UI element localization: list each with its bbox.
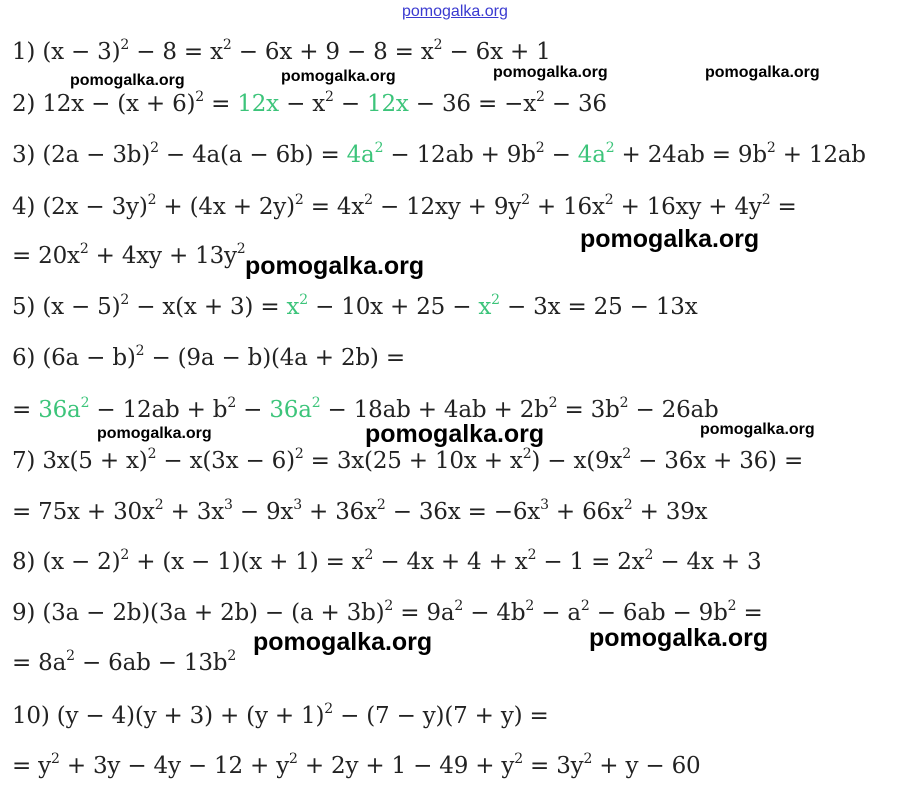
exponent: 2 <box>120 547 130 563</box>
watermark: pomogalka.org <box>97 425 212 442</box>
exponent: 2 <box>79 241 89 257</box>
equation-text: − x <box>278 91 326 117</box>
equation-text: − 36 = −x <box>408 91 536 117</box>
equation-text: + 2y + 1 − 49 + y <box>297 753 515 779</box>
exponent: 2 <box>50 751 60 767</box>
exponent: 2 <box>535 140 545 156</box>
equation-text: − 4a(a − 6b) = <box>158 142 347 168</box>
equation-text: − x(3x − 6) <box>156 448 295 474</box>
equation-text: − 3x = 25 − 13x <box>499 294 698 320</box>
watermark: pomogalka.org <box>245 252 425 280</box>
equation-line-7 <box>12 446 804 474</box>
exponent: 2 <box>222 37 232 53</box>
exponent: 2 <box>147 446 157 462</box>
exponent: 2 <box>236 241 246 257</box>
header-watermark-link[interactable]: pomogalka.org <box>402 3 508 20</box>
equation-text: = <box>204 91 238 117</box>
exponent: 2 <box>514 751 523 767</box>
equation-text: − 36x = −6x <box>385 499 541 525</box>
watermark: pomogalka.org <box>253 628 433 656</box>
equation-text: − 26ab <box>628 397 719 423</box>
equation-text: − 12xy + 9y <box>372 194 522 220</box>
highlighted-term: 36a <box>38 397 81 423</box>
equation-text: − 1 = 2x <box>536 549 645 575</box>
equation-text: − 6x + 1 <box>442 39 551 65</box>
equation-text: − 6x + 9 − 8 = x <box>231 39 434 65</box>
exponent: 2 <box>522 446 532 462</box>
equation-text: − 6ab − 13b <box>74 650 228 676</box>
watermark: pomogalka.org <box>493 64 608 81</box>
equation-text: + 24ab = 9b <box>614 142 767 168</box>
equation-line-4-continued <box>12 241 246 269</box>
equation-text: = <box>736 600 763 626</box>
equation-text: 4) (2x − 3y) <box>12 194 148 220</box>
equation-text: + 3y − 4y − 12 + y <box>59 753 289 779</box>
equation-text: = 3x(25 + 10x + x <box>303 448 523 474</box>
equation-text: − (7 − y)(7 + y) = <box>332 703 549 729</box>
equation-line-4 <box>12 192 797 220</box>
equation-text: = 8a <box>12 650 67 676</box>
exponent: 2 <box>120 37 130 53</box>
equation-text: − (9a − b)(4a + 2b) = <box>144 345 405 371</box>
exponent: 2 <box>761 192 771 208</box>
exponent: 2 <box>548 395 558 411</box>
highlighted-term: 4a <box>577 142 606 168</box>
exponent: 2 <box>604 192 614 208</box>
exponent: 2 <box>195 89 205 105</box>
exponent: 2 <box>150 140 159 156</box>
equation-text: = 9a <box>393 600 455 626</box>
equation-text: − 12ab + b <box>89 397 228 423</box>
watermark: pomogalka.org <box>700 421 815 438</box>
highlighted-exponent: 2 <box>299 292 308 308</box>
equation-line-10 <box>12 701 549 729</box>
exponent: 2 <box>376 497 386 513</box>
equation-text: − <box>544 142 578 168</box>
exponent: 2 <box>644 547 654 563</box>
watermark: pomogalka.org <box>70 72 185 89</box>
equation-text: + 16xy + 4y <box>613 194 762 220</box>
watermark: pomogalka.org <box>589 624 769 652</box>
exponent: 3 <box>223 497 233 513</box>
exponent: 2 <box>289 751 298 767</box>
equation-line-7-continued <box>12 497 708 525</box>
highlighted-term: 4a <box>346 142 375 168</box>
highlighted-exponent: 2 <box>311 395 321 411</box>
equation-text: 7) 3x(5 + x) <box>12 448 148 474</box>
equation-line-9-continued <box>12 648 237 676</box>
equation-line-9 <box>12 598 763 626</box>
equation-text: 2) 12x − (x + 6) <box>12 91 196 117</box>
equation-line-6 <box>12 343 405 371</box>
equation-line-2 <box>12 89 607 117</box>
equation-line-6-continued <box>12 395 719 423</box>
highlighted-term: x <box>478 294 492 320</box>
equation-text: = 20x <box>12 243 80 269</box>
equation-text: − 12ab + 9b <box>383 142 536 168</box>
equation-text: − a <box>534 600 581 626</box>
exponent: 2 <box>325 89 334 105</box>
equation-text: = 75x + 30x <box>12 499 155 525</box>
highlighted-exponent: 2 <box>80 395 90 411</box>
equation-text: 5) (x − 5) <box>12 294 121 320</box>
equation-text: − 4b <box>463 600 526 626</box>
highlighted-term: 36a <box>269 397 312 423</box>
exponent: 2 <box>147 192 157 208</box>
equation-text: + 3x <box>163 499 224 525</box>
equation-text: − 8 = x <box>129 39 223 65</box>
equation-text: 10) (y − 4)(y + 3) + (y + 1) <box>12 703 325 729</box>
equation-line-3 <box>12 140 866 168</box>
exponent: 2 <box>135 343 145 359</box>
equation-text: = y <box>12 753 51 779</box>
exponent: 2 <box>120 292 130 308</box>
equation-text: 3) (2a − 3b) <box>12 142 151 168</box>
equation-text: 8) (x − 2) <box>12 549 121 575</box>
watermark: pomogalka.org <box>580 225 760 253</box>
equation-text: + (4x + 2y) <box>156 194 295 220</box>
exponent: 2 <box>580 598 590 614</box>
exponent: 2 <box>527 547 537 563</box>
equation-text: + y − 60 <box>592 753 701 779</box>
equation-text: = <box>770 194 797 220</box>
highlighted-exponent: 2 <box>374 140 384 156</box>
exponent: 2 <box>619 395 629 411</box>
equation-text: − 18ab + 4ab + 2b <box>320 397 549 423</box>
equation-text: − x(x + 3) = <box>129 294 287 320</box>
exponent: 2 <box>454 598 464 614</box>
equation-text: − 9x <box>232 499 294 525</box>
equation-text: − 6ab − 9b <box>589 600 728 626</box>
equation-text: 9) (3a − 2b)(3a + 2b) − (a + 3b) <box>12 600 385 626</box>
exponent: 2 <box>294 192 304 208</box>
exponent: 2 <box>766 140 776 156</box>
equation-line-5 <box>12 292 698 320</box>
exponent: 2 <box>623 497 633 513</box>
equation-text: − 4x + 4 + x <box>373 549 528 575</box>
equation-line-1 <box>12 37 551 65</box>
exponent: 2 <box>525 598 535 614</box>
equation-text: + 66x <box>548 499 624 525</box>
equation-text: = 4x <box>303 194 365 220</box>
exponent: 2 <box>154 497 164 513</box>
equation-text: = <box>12 397 39 423</box>
exponent: 2 <box>622 446 631 462</box>
equation-text: + 12ab <box>775 142 866 168</box>
equation-text: − 10x + 25 − <box>308 294 479 320</box>
exponent: 3 <box>293 497 302 513</box>
exponent: 2 <box>521 192 530 208</box>
equation-line-8 <box>12 547 762 575</box>
equation-line-10-continued <box>12 751 701 779</box>
exponent: 2 <box>227 648 237 664</box>
exponent: 2 <box>535 89 545 105</box>
exponent: 2 <box>433 37 443 53</box>
equation-text: 6) (6a − b) <box>12 345 136 371</box>
exponent: 2 <box>583 751 593 767</box>
equation-text: − 36x + 36) = <box>630 448 804 474</box>
equation-text: + (x − 1)(x + 1) = x <box>129 549 365 575</box>
exponent: 2 <box>66 648 75 664</box>
exponent: 2 <box>324 701 333 717</box>
equation-text: = 3b <box>557 397 620 423</box>
equation-text: + 39x <box>632 499 708 525</box>
equation-text: = 3y <box>522 753 584 779</box>
equation-text: 1) (x − 3) <box>12 39 121 65</box>
equation-text: − 36 <box>544 91 607 117</box>
exponent: 2 <box>364 192 373 208</box>
highlighted-term: 12x <box>237 91 279 117</box>
equation-text: + 4xy + 13y <box>88 243 237 269</box>
highlighted-term: 12x <box>367 91 409 117</box>
highlighted-exponent: 2 <box>605 140 615 156</box>
watermark: pomogalka.org <box>281 68 396 85</box>
equation-text: − 4x + 3 <box>653 549 762 575</box>
exponent: 3 <box>540 497 549 513</box>
highlighted-term: x <box>286 294 300 320</box>
equation-text: ) − x(9x <box>531 448 623 474</box>
exponent: 2 <box>227 395 237 411</box>
exponent: 2 <box>364 547 374 563</box>
equation-text: + 36x <box>301 499 377 525</box>
exponent: 2 <box>384 598 394 614</box>
equation-text: − <box>236 397 270 423</box>
equation-text: − <box>333 91 368 117</box>
exponent: 2 <box>727 598 737 614</box>
exponent: 2 <box>294 446 304 462</box>
watermark: pomogalka.org <box>705 64 820 81</box>
equation-text: + 16x <box>529 194 605 220</box>
watermark: pomogalka.org <box>365 420 545 448</box>
highlighted-exponent: 2 <box>491 292 500 308</box>
